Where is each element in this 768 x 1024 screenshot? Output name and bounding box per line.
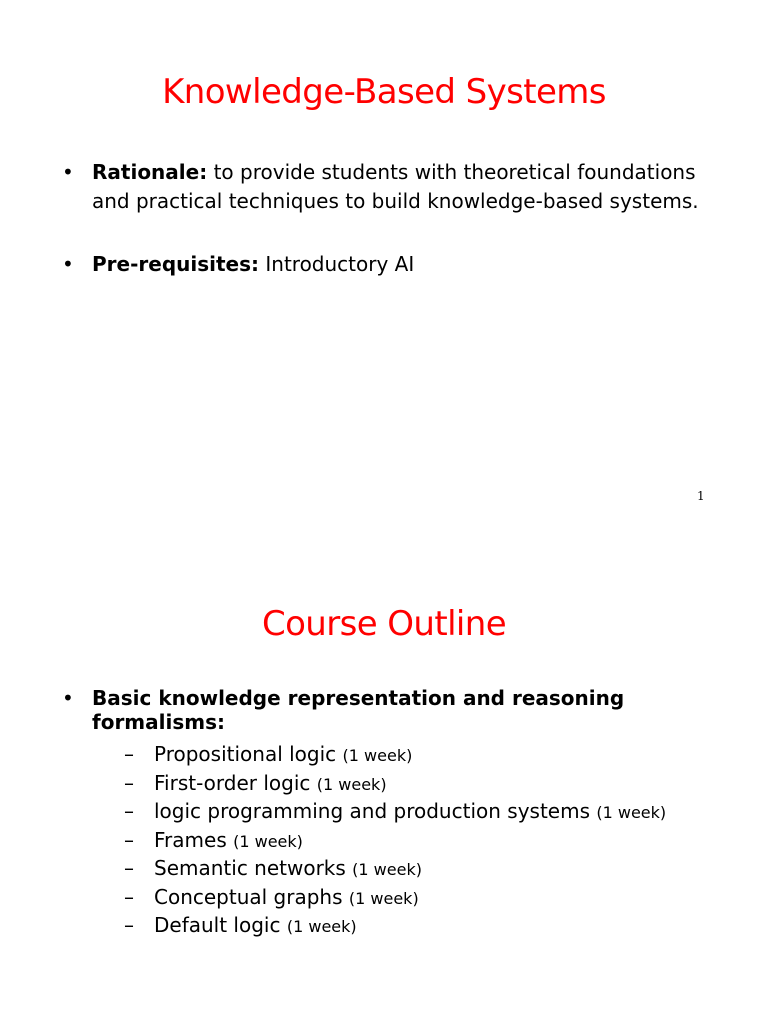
dash: – — [124, 742, 134, 766]
dash: – — [124, 856, 134, 880]
list-item — [124, 855, 666, 884]
duration: (1 week) — [316, 774, 387, 794]
topic-list — [124, 741, 666, 941]
list-item — [124, 798, 666, 827]
prereq-label: Pre-requisites: — [92, 252, 260, 276]
duration: (1 week) — [352, 860, 422, 879]
rationale-text-line1: to provide students with theoretical foundations — [207, 160, 696, 184]
list-item — [124, 827, 666, 856]
list-item — [124, 741, 666, 770]
rationale-label: Rationale: — [92, 160, 208, 184]
dash: – — [124, 884, 134, 909]
dash: – — [124, 913, 134, 937]
list-item — [124, 770, 666, 799]
dash: – — [124, 770, 134, 795]
page-number: 1 — [697, 489, 705, 503]
topic: logic programming and production systems — [154, 799, 590, 823]
topic: Default logic — [154, 913, 281, 937]
topic: Frames — [154, 827, 227, 852]
bullet-icon: • — [62, 252, 74, 276]
topic: Propositional logic — [154, 742, 337, 766]
bullet-icon: • — [62, 160, 74, 184]
duration: (1 week) — [342, 746, 413, 765]
list-item — [124, 884, 666, 913]
list-item — [124, 912, 666, 941]
outline-bullet-line2: formalisms: — [92, 710, 225, 734]
dash: – — [124, 827, 134, 852]
dash: – — [124, 799, 134, 823]
topic: Semantic networks — [154, 856, 346, 880]
duration: (1 week) — [233, 831, 303, 851]
topic: First-order logic — [154, 770, 311, 795]
duration: (1 week) — [286, 917, 357, 936]
outline-bullet-line1: Basic knowledge representation and reasoning — [92, 686, 625, 710]
prereq-bullet — [92, 250, 752, 279]
prereq-text: Introductory AI — [259, 252, 415, 276]
slide-title: Course Outline — [261, 604, 507, 644]
duration: (1 week) — [596, 803, 667, 822]
bullet-icon: • — [62, 686, 74, 710]
topic: Conceptual graphs — [154, 884, 343, 909]
slide-title: Knowledge-Based Systems — [162, 72, 606, 112]
duration: (1 week) — [348, 888, 419, 908]
rationale-bullet — [92, 158, 752, 216]
outline-bullet — [92, 686, 752, 734]
rationale-text-line2: and practical techniques to build knowledge-based systems. — [92, 189, 699, 213]
